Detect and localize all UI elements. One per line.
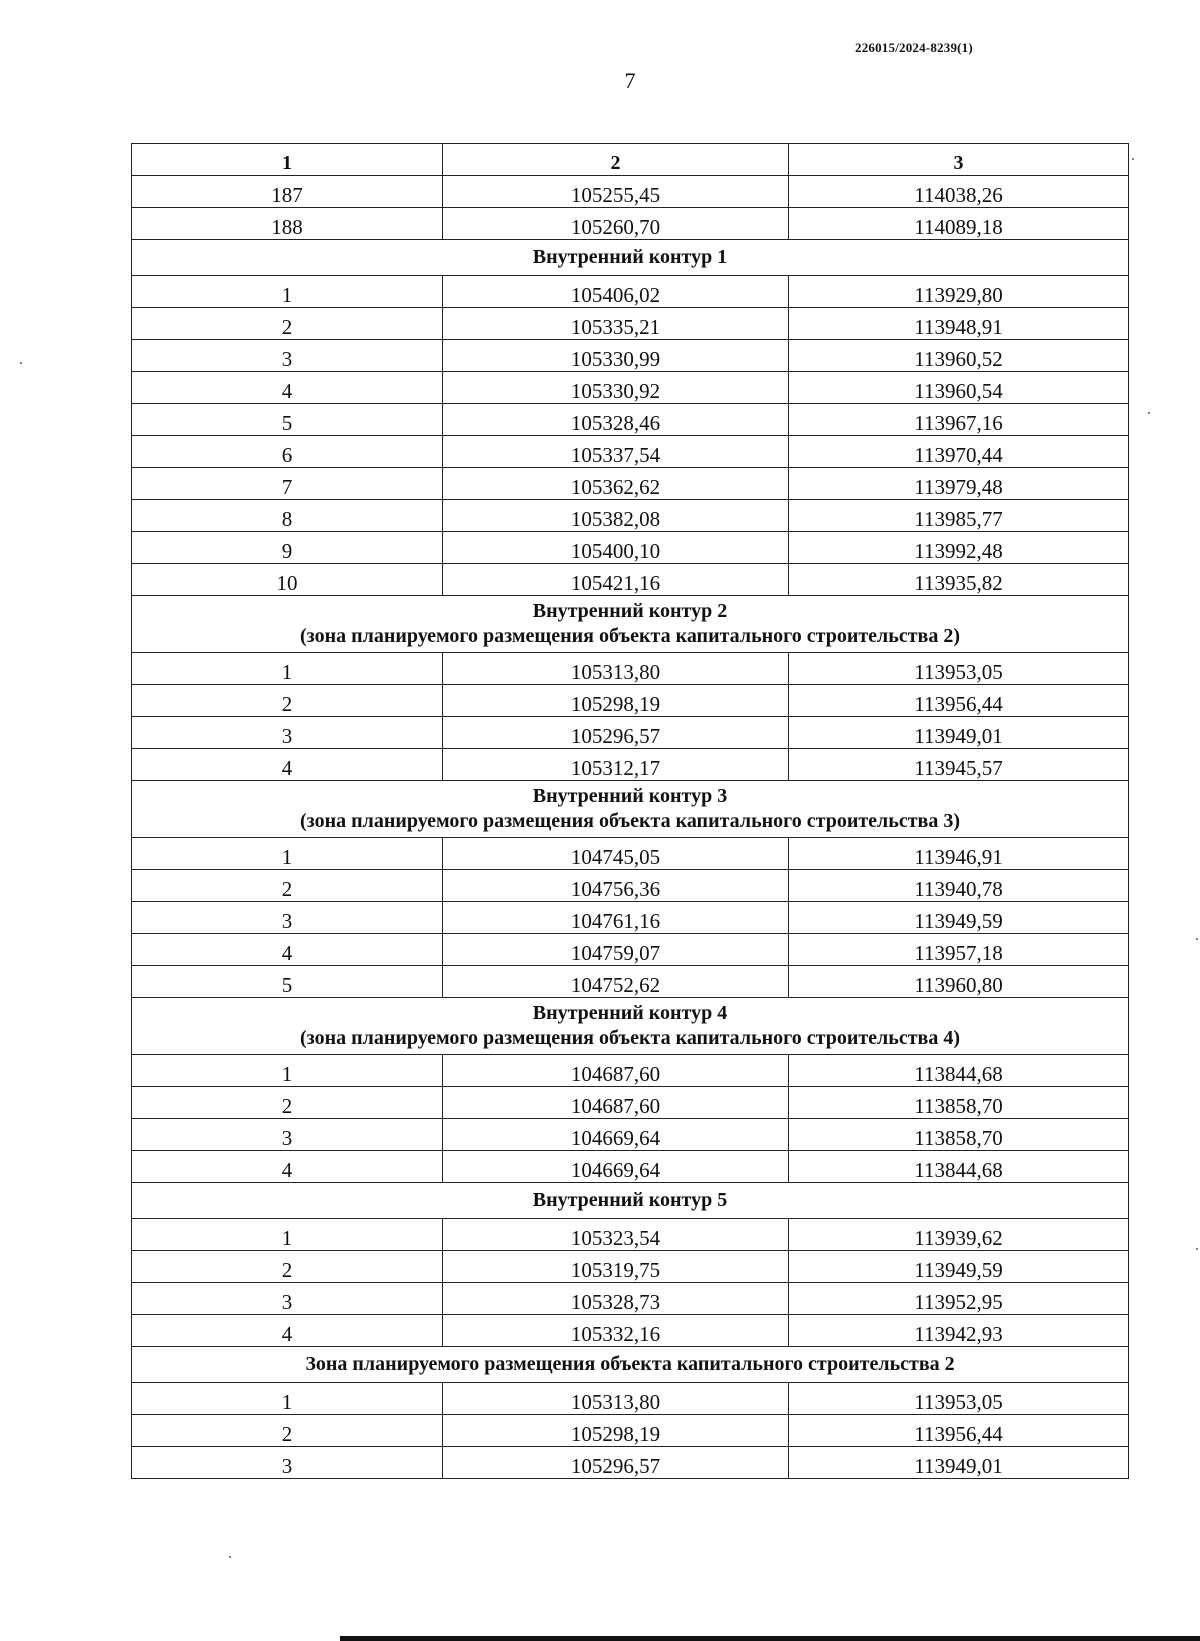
point-number-cell: 3 — [132, 1119, 443, 1151]
table-row — [132, 966, 1129, 998]
y-coordinate-cell: 113939,62 — [789, 1219, 1129, 1251]
section-header-row — [132, 998, 1129, 1055]
section-header-row — [132, 1183, 1129, 1219]
table-row — [132, 717, 1129, 749]
y-coordinate-cell: 113844,68 — [789, 1055, 1129, 1087]
x-coordinate-cell: 105382,08 — [443, 500, 789, 532]
x-coordinate-cell: 104669,64 — [443, 1151, 789, 1183]
scan-speck — [1196, 1248, 1198, 1250]
table-row — [132, 1119, 1129, 1151]
table-row — [132, 1151, 1129, 1183]
point-number-cell: 1 — [132, 653, 443, 685]
y-coordinate-cell: 114038,26 — [789, 176, 1129, 208]
y-coordinate-cell: 113858,70 — [789, 1087, 1129, 1119]
table-row — [132, 176, 1129, 208]
point-number-cell: 1 — [132, 1055, 443, 1087]
table-row — [132, 1447, 1129, 1479]
y-coordinate-cell: 113948,91 — [789, 308, 1129, 340]
point-number-cell: 1 — [132, 276, 443, 308]
table-row — [132, 1219, 1129, 1251]
y-coordinate-cell: 113953,05 — [789, 653, 1129, 685]
y-coordinate-cell: 113949,01 — [789, 1447, 1129, 1479]
y-coordinate-cell: 113952,95 — [789, 1283, 1129, 1315]
section-title-line: Внутренний контур 1 — [532, 246, 728, 268]
point-number-cell: 2 — [132, 870, 443, 902]
y-coordinate-cell: 113946,91 — [789, 838, 1129, 870]
table-row — [132, 468, 1129, 500]
scan-edge-bar — [340, 1636, 1200, 1641]
y-coordinate-cell: 113858,70 — [789, 1119, 1129, 1151]
x-coordinate-cell: 105312,17 — [443, 749, 789, 781]
table-row — [132, 1251, 1129, 1283]
section-header-row — [132, 1347, 1129, 1383]
column-header-x-coordinate: 2 — [443, 144, 789, 176]
section-header-row — [132, 240, 1129, 276]
x-coordinate-cell: 105332,16 — [443, 1315, 789, 1347]
point-number-cell: 3 — [132, 1283, 443, 1315]
x-coordinate-cell: 105362,62 — [443, 468, 789, 500]
section-title-line: Внутренний контур 5 — [532, 1189, 728, 1211]
table-row — [132, 653, 1129, 685]
point-number-cell: 10 — [132, 564, 443, 596]
table-row — [132, 276, 1129, 308]
point-number-cell: 9 — [132, 532, 443, 564]
x-coordinate-cell: 105330,92 — [443, 372, 789, 404]
table-row — [132, 838, 1129, 870]
x-coordinate-cell: 104687,60 — [443, 1055, 789, 1087]
table-body — [132, 176, 1129, 1479]
section-subtitle-line: (зона планируемого размещения объекта капитального строительства 2) — [300, 625, 960, 647]
x-coordinate-cell: 105298,19 — [443, 685, 789, 717]
y-coordinate-cell: 113956,44 — [789, 1415, 1129, 1447]
x-coordinate-cell: 105421,16 — [443, 564, 789, 596]
x-coordinate-cell: 104761,16 — [443, 902, 789, 934]
x-coordinate-cell: 105400,10 — [443, 532, 789, 564]
point-number-cell: 4 — [132, 372, 443, 404]
point-number-cell: 3 — [132, 717, 443, 749]
section-title — [132, 1183, 1129, 1219]
y-coordinate-cell: 113935,82 — [789, 564, 1129, 596]
y-coordinate-cell: 113949,01 — [789, 717, 1129, 749]
table-header-row — [132, 144, 1129, 176]
scan-speck — [1196, 938, 1198, 940]
y-coordinate-cell: 113942,93 — [789, 1315, 1129, 1347]
y-coordinate-cell: 113960,80 — [789, 966, 1129, 998]
table-row — [132, 870, 1129, 902]
x-coordinate-cell: 105328,73 — [443, 1283, 789, 1315]
x-coordinate-cell: 104752,62 — [443, 966, 789, 998]
point-number-cell: 8 — [132, 500, 443, 532]
table-row — [132, 1383, 1129, 1415]
y-coordinate-cell: 114089,18 — [789, 208, 1129, 240]
table-row — [132, 1087, 1129, 1119]
table-row — [132, 902, 1129, 934]
coordinates-table — [131, 143, 1129, 1479]
y-coordinate-cell: 113967,16 — [789, 404, 1129, 436]
x-coordinate-cell: 105298,19 — [443, 1415, 789, 1447]
point-number-cell: 4 — [132, 934, 443, 966]
section-subtitle-line: (зона планируемого размещения объекта капитального строительства 4) — [300, 1027, 960, 1049]
point-number-cell: 1 — [132, 838, 443, 870]
section-title — [132, 596, 1129, 653]
table-row — [132, 500, 1129, 532]
y-coordinate-cell: 113945,57 — [789, 749, 1129, 781]
point-number-cell: 187 — [132, 176, 443, 208]
scan-speck — [1148, 412, 1150, 414]
document-reference-number: 226015/2024-8239(1) — [855, 40, 973, 55]
table-row — [132, 532, 1129, 564]
scan-speck — [1132, 158, 1134, 160]
x-coordinate-cell: 105296,57 — [443, 1447, 789, 1479]
column-header-y-coordinate: 3 — [789, 144, 1129, 176]
section-title-line: Внутренний контур 4 — [532, 1002, 728, 1024]
point-number-cell: 1 — [132, 1383, 443, 1415]
y-coordinate-cell: 113940,78 — [789, 870, 1129, 902]
x-coordinate-cell: 105323,54 — [443, 1219, 789, 1251]
table-row — [132, 1315, 1129, 1347]
scan-speck — [20, 362, 22, 364]
table-row — [132, 1415, 1129, 1447]
section-title — [132, 1347, 1129, 1383]
x-coordinate-cell: 105296,57 — [443, 717, 789, 749]
table-row — [132, 1283, 1129, 1315]
section-title-line: Внутренний контур 3 — [532, 785, 728, 807]
x-coordinate-cell: 105330,99 — [443, 340, 789, 372]
x-coordinate-cell: 105260,70 — [443, 208, 789, 240]
section-header-row — [132, 781, 1129, 838]
point-number-cell: 1 — [132, 1219, 443, 1251]
y-coordinate-cell: 113949,59 — [789, 1251, 1129, 1283]
y-coordinate-cell: 113960,54 — [789, 372, 1129, 404]
y-coordinate-cell: 113960,52 — [789, 340, 1129, 372]
point-number-cell: 2 — [132, 1251, 443, 1283]
x-coordinate-cell: 105313,80 — [443, 653, 789, 685]
point-number-cell: 6 — [132, 436, 443, 468]
point-number-cell: 3 — [132, 1447, 443, 1479]
table-row — [132, 208, 1129, 240]
y-coordinate-cell: 113957,18 — [789, 934, 1129, 966]
table-row — [132, 372, 1129, 404]
y-coordinate-cell: 113844,68 — [789, 1151, 1129, 1183]
x-coordinate-cell: 105337,54 — [443, 436, 789, 468]
x-coordinate-cell: 105406,02 — [443, 276, 789, 308]
y-coordinate-cell: 113985,77 — [789, 500, 1129, 532]
section-title — [132, 998, 1129, 1055]
section-title — [132, 240, 1129, 276]
section-title-line: Зона планируемого размещения объекта капитального строительства 2 — [305, 1353, 955, 1375]
table-row — [132, 1055, 1129, 1087]
table-row — [132, 308, 1129, 340]
x-coordinate-cell: 105335,21 — [443, 308, 789, 340]
x-coordinate-cell: 105328,46 — [443, 404, 789, 436]
y-coordinate-cell: 113953,05 — [789, 1383, 1129, 1415]
x-coordinate-cell: 105319,75 — [443, 1251, 789, 1283]
section-title — [132, 781, 1129, 838]
point-number-cell: 188 — [132, 208, 443, 240]
point-number-cell: 3 — [132, 340, 443, 372]
x-coordinate-cell: 104687,60 — [443, 1087, 789, 1119]
table-row — [132, 404, 1129, 436]
table-row — [132, 934, 1129, 966]
point-number-cell: 5 — [132, 966, 443, 998]
point-number-cell: 5 — [132, 404, 443, 436]
table-row — [132, 749, 1129, 781]
point-number-cell: 2 — [132, 685, 443, 717]
point-number-cell: 7 — [132, 468, 443, 500]
section-subtitle-line: (зона планируемого размещения объекта капитального строительства 3) — [300, 810, 960, 832]
point-number-cell: 2 — [132, 1415, 443, 1447]
point-number-cell: 4 — [132, 1151, 443, 1183]
section-title-line: Внутренний контур 2 — [532, 600, 728, 622]
table-row — [132, 340, 1129, 372]
x-coordinate-cell: 104756,36 — [443, 870, 789, 902]
point-number-cell: 2 — [132, 308, 443, 340]
page-number: 7 — [624, 68, 636, 93]
y-coordinate-cell: 113956,44 — [789, 685, 1129, 717]
x-coordinate-cell: 105255,45 — [443, 176, 789, 208]
column-header-point-number: 1 — [132, 144, 443, 176]
x-coordinate-cell: 104669,64 — [443, 1119, 789, 1151]
point-number-cell: 4 — [132, 1315, 443, 1347]
y-coordinate-cell: 113970,44 — [789, 436, 1129, 468]
y-coordinate-cell: 113949,59 — [789, 902, 1129, 934]
y-coordinate-cell: 113979,48 — [789, 468, 1129, 500]
point-number-cell: 4 — [132, 749, 443, 781]
y-coordinate-cell: 113992,48 — [789, 532, 1129, 564]
section-header-row — [132, 596, 1129, 653]
point-number-cell: 2 — [132, 1087, 443, 1119]
x-coordinate-cell: 105313,80 — [443, 1383, 789, 1415]
x-coordinate-cell: 104759,07 — [443, 934, 789, 966]
x-coordinate-cell: 104745,05 — [443, 838, 789, 870]
y-coordinate-cell: 113929,80 — [789, 276, 1129, 308]
point-number-cell: 3 — [132, 902, 443, 934]
table-row — [132, 564, 1129, 596]
scan-speck — [229, 1556, 231, 1558]
table-row — [132, 685, 1129, 717]
table-row — [132, 436, 1129, 468]
